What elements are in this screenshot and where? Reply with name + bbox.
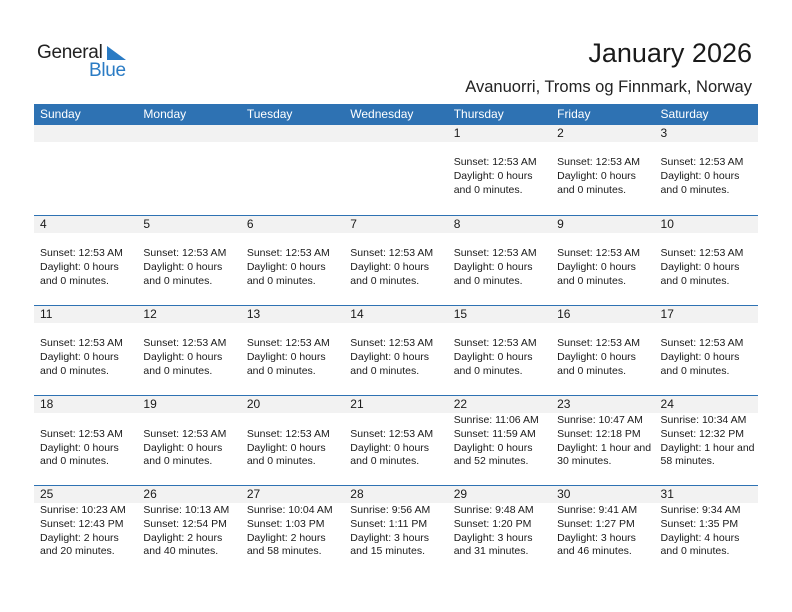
day-info-line: Sunrise: 9:48 AM bbox=[453, 504, 534, 516]
day-info-line: Sunrise: 10:23 AM bbox=[40, 504, 126, 516]
day-info-line bbox=[661, 288, 758, 302]
day-info-line: Daylight: 0 hours bbox=[350, 260, 430, 273]
day-info-line: and 0 minutes. bbox=[660, 364, 730, 377]
day-info-line: Daylight: 0 hours bbox=[660, 169, 740, 182]
day-info-line: 30 minutes. bbox=[557, 455, 612, 468]
day-cell bbox=[344, 503, 447, 559]
day-details-row bbox=[34, 503, 758, 559]
day-cell bbox=[448, 142, 551, 211]
calendar-weeks bbox=[34, 125, 758, 575]
day-info-line: and 0 minutes. bbox=[453, 183, 523, 196]
day-info-line bbox=[143, 414, 240, 428]
day-info-line bbox=[557, 288, 654, 302]
calendar-week-row bbox=[34, 395, 758, 485]
day-cell bbox=[241, 142, 344, 211]
day-info-line: and 0 minutes. bbox=[660, 183, 730, 196]
day-info-line: Sunset: 12:53 AM bbox=[453, 247, 537, 259]
day-info-line: Daylight: 0 hours bbox=[557, 169, 636, 182]
day-number: 7 bbox=[350, 217, 357, 231]
day-info-line: Daylight: 0 hours bbox=[246, 350, 326, 363]
day-number bbox=[344, 125, 447, 142]
day-info-line: Daylight: 0 hours bbox=[143, 441, 223, 454]
day-info-line: Sunset: 12:53 AM bbox=[660, 156, 744, 168]
day-info-line: and 0 minutes. bbox=[453, 364, 523, 377]
day-info-line: and 0 minutes. bbox=[350, 274, 420, 287]
day-info-line: Sunset: 12:53 AM bbox=[246, 427, 330, 440]
day-info-line bbox=[350, 156, 447, 170]
day-number: 6 bbox=[246, 217, 254, 231]
day-info-line: Sunset: 1:35 PM bbox=[660, 517, 739, 530]
day-info-line: and 31 minutes. bbox=[453, 545, 529, 558]
day-info-line: Sunset: 12:53 AM bbox=[350, 337, 434, 349]
day-info-line bbox=[350, 288, 447, 302]
day-info-line: Sunrise: 9:34 AM bbox=[660, 504, 741, 516]
day-cell bbox=[137, 142, 240, 211]
day-info-line: and 20 minutes. bbox=[40, 545, 115, 558]
day-cell bbox=[655, 142, 758, 211]
day-number: 14 bbox=[350, 307, 364, 321]
day-info-line: Daylight: 0 hours bbox=[557, 350, 636, 363]
day-info-line: Daylight: 0 hours bbox=[453, 350, 533, 363]
day-info-line: Daylight: 2 hours bbox=[143, 531, 223, 544]
day-info-line: Sunset: 12:53 AM bbox=[453, 156, 537, 168]
day-info-line: Sunrise: 9:41 AM bbox=[557, 504, 638, 516]
day-info-line: Sunrise: 10:34 AM bbox=[660, 414, 747, 426]
day-details-row bbox=[34, 413, 758, 469]
date-strip bbox=[34, 396, 758, 413]
day-info-line bbox=[247, 288, 344, 302]
day-info-line: Sunset: 1:11 PM bbox=[350, 517, 428, 530]
day-number: 22 bbox=[453, 397, 468, 411]
day-info-line: Daylight: 0 hours bbox=[40, 260, 119, 273]
day-number: 28 bbox=[350, 487, 364, 501]
day-info-line: Sunset: 12:53 AM bbox=[453, 337, 537, 349]
day-number: 30 bbox=[557, 487, 571, 501]
day-number: 2 bbox=[557, 126, 564, 140]
day-cell bbox=[241, 413, 344, 469]
day-info-line: and 40 minutes. bbox=[143, 545, 219, 558]
day-info-line: Daylight: 1 hour and bbox=[557, 441, 652, 454]
day-number: 10 bbox=[660, 217, 674, 231]
day-info-line bbox=[247, 170, 344, 184]
day-cell bbox=[34, 413, 137, 469]
day-number: 9 bbox=[557, 217, 564, 231]
day-number: 16 bbox=[557, 307, 571, 321]
day-info-line bbox=[247, 156, 344, 170]
day-info-line: and 0 minutes. bbox=[40, 274, 109, 287]
day-number: 15 bbox=[453, 307, 468, 321]
weekday-saturday: Saturday bbox=[660, 107, 709, 121]
day-cell bbox=[448, 233, 551, 302]
day-info-line bbox=[350, 378, 447, 392]
day-info-line: Sunset: 12:53 AM bbox=[40, 247, 123, 259]
day-info-line: and 0 minutes. bbox=[246, 455, 316, 468]
day-cell bbox=[344, 142, 447, 211]
day-info-line: Daylight: 0 hours bbox=[143, 350, 223, 363]
day-info-line: Daylight: 3 hours bbox=[557, 531, 636, 544]
day-info-line: Daylight: 0 hours bbox=[143, 260, 223, 273]
brand-general: General bbox=[37, 42, 103, 63]
day-number: 3 bbox=[660, 126, 668, 140]
day-info-line bbox=[143, 197, 240, 211]
day-number: 8 bbox=[453, 217, 461, 231]
day-info-line: Daylight: 0 hours bbox=[40, 441, 119, 454]
day-cell bbox=[137, 323, 240, 392]
day-number: 4 bbox=[40, 217, 47, 231]
day-info-line: Sunset: 12:53 AM bbox=[557, 156, 640, 168]
day-info-line: Daylight: 0 hours bbox=[660, 350, 740, 363]
day-info-line: Sunset: 11:59 AM bbox=[453, 427, 536, 440]
day-cell bbox=[344, 233, 447, 302]
day-info-line: Sunrise: 9:56 AM bbox=[350, 504, 431, 516]
triangle-logo-icon bbox=[107, 46, 126, 60]
day-number: 17 bbox=[660, 307, 674, 321]
calendar-week-row bbox=[34, 485, 758, 575]
day-info-line: Daylight: 0 hours bbox=[246, 441, 326, 454]
day-cell bbox=[137, 233, 240, 302]
day-info-line bbox=[40, 378, 137, 392]
day-info-line: Sunset: 12:32 PM bbox=[660, 427, 744, 440]
day-number bbox=[34, 125, 137, 142]
day-number: 13 bbox=[246, 307, 261, 321]
day-info-line: Sunset: 12:53 AM bbox=[350, 427, 434, 440]
day-info-line: 58 minutes. bbox=[660, 455, 715, 468]
day-info-line: Daylight: 1 hour and bbox=[660, 441, 755, 454]
day-info-line: Sunset: 12:53 AM bbox=[143, 247, 227, 259]
day-info-line: Sunset: 12:53 AM bbox=[40, 337, 123, 349]
day-info-line: Sunrise: 10:47 AM bbox=[557, 414, 643, 426]
day-info-line: Sunset: 12:54 PM bbox=[143, 517, 227, 530]
day-info-line bbox=[143, 378, 240, 392]
day-info-line: and 0 minutes. bbox=[143, 455, 213, 468]
day-info-line: Sunset: 12:53 AM bbox=[557, 337, 640, 349]
day-number: 1 bbox=[453, 126, 461, 140]
day-cell bbox=[344, 323, 447, 392]
day-info-line bbox=[40, 170, 137, 184]
day-info-line bbox=[247, 414, 344, 428]
day-cell bbox=[551, 142, 654, 211]
day-number: 19 bbox=[143, 397, 157, 411]
weekday-wednesday: Wednesday bbox=[350, 107, 414, 121]
weekday-friday: Friday bbox=[557, 107, 591, 121]
day-info-line bbox=[143, 288, 240, 302]
day-cell bbox=[655, 233, 758, 302]
day-info-line: and 0 minutes. bbox=[350, 364, 420, 377]
day-info-line bbox=[557, 378, 654, 392]
day-info-line: Daylight: 0 hours bbox=[453, 260, 533, 273]
day-info-line: Sunset: 12:43 PM bbox=[40, 517, 124, 530]
day-info-line: and 0 minutes. bbox=[246, 364, 316, 377]
day-number: 25 bbox=[40, 487, 54, 501]
day-info-line: and 0 minutes. bbox=[350, 455, 420, 468]
weekday-monday: Monday bbox=[143, 107, 187, 121]
day-number: 31 bbox=[660, 487, 674, 501]
day-number: 21 bbox=[350, 397, 364, 411]
day-info-line: Daylight: 4 hours bbox=[660, 531, 740, 544]
page-title: January 2026 bbox=[588, 38, 752, 68]
calendar-week-row bbox=[34, 215, 758, 305]
weekday-tuesday: Tuesday bbox=[246, 107, 293, 121]
date-strip bbox=[34, 306, 758, 323]
day-info-line: and 0 minutes. bbox=[143, 364, 213, 377]
day-info-line bbox=[454, 378, 551, 392]
day-cell bbox=[34, 323, 137, 392]
day-number: 11 bbox=[40, 307, 53, 321]
day-info-line bbox=[661, 197, 758, 211]
day-number: 20 bbox=[246, 397, 261, 411]
day-info-line: and 0 minutes. bbox=[660, 274, 730, 287]
day-info-line: Daylight: 0 hours bbox=[246, 260, 326, 273]
day-info-line: Sunset: 12:53 AM bbox=[660, 247, 744, 259]
day-info-line bbox=[40, 288, 137, 302]
day-cell bbox=[241, 233, 344, 302]
weekday-header bbox=[34, 104, 758, 125]
day-info-line: Sunrise: 10:13 AM bbox=[143, 504, 230, 516]
day-info-line: Daylight: 0 hours bbox=[350, 350, 430, 363]
day-info-line bbox=[143, 170, 240, 184]
day-number: 18 bbox=[40, 397, 54, 411]
day-cell bbox=[551, 413, 654, 469]
day-number: 12 bbox=[143, 307, 157, 321]
day-info-line: and 0 minutes. bbox=[557, 274, 626, 287]
day-info-line: Daylight: 3 hours bbox=[350, 531, 430, 544]
day-info-line: Daylight: 3 hours bbox=[453, 531, 533, 544]
date-strip bbox=[34, 216, 758, 233]
day-info-line: Sunset: 1:27 PM bbox=[557, 517, 635, 530]
day-info-line: Daylight: 2 hours bbox=[246, 531, 326, 544]
day-number bbox=[241, 125, 344, 142]
day-info-line: Daylight: 0 hours bbox=[557, 260, 636, 273]
day-info-line bbox=[350, 184, 447, 198]
day-info-line bbox=[40, 414, 137, 428]
day-info-line: Sunset: 12:53 AM bbox=[246, 337, 330, 349]
day-info-line bbox=[350, 414, 447, 428]
day-number: 26 bbox=[143, 487, 157, 501]
day-cell bbox=[344, 413, 447, 469]
day-cell bbox=[34, 142, 137, 211]
day-cell bbox=[448, 503, 551, 559]
day-info-line bbox=[247, 378, 344, 392]
day-number: 24 bbox=[660, 397, 674, 411]
day-cell bbox=[241, 323, 344, 392]
day-info-line bbox=[40, 197, 137, 211]
calendar bbox=[34, 104, 758, 575]
day-info-line: Sunrise: 11:06 AM bbox=[453, 414, 539, 426]
weekday-sunday: Sunday bbox=[40, 107, 81, 121]
day-info-line: and 58 minutes. bbox=[246, 545, 322, 558]
day-details-row bbox=[34, 142, 758, 211]
day-info-line: and 0 minutes. bbox=[453, 274, 523, 287]
day-details-row bbox=[34, 233, 758, 302]
day-number: 23 bbox=[557, 397, 571, 411]
day-number bbox=[137, 125, 240, 142]
brand-blue: Blue bbox=[89, 60, 126, 81]
day-info-line: Sunset: 12:53 AM bbox=[350, 247, 434, 259]
day-info-line: Daylight: 0 hours bbox=[40, 350, 119, 363]
day-info-line: Sunrise: 10:04 AM bbox=[246, 504, 333, 516]
day-info-line bbox=[247, 197, 344, 211]
day-info-line: Sunset: 12:53 AM bbox=[557, 247, 640, 259]
calendar-week-row bbox=[34, 305, 758, 395]
brand-logo bbox=[37, 42, 137, 82]
day-cell bbox=[34, 233, 137, 302]
day-info-line bbox=[247, 184, 344, 198]
calendar-week-row bbox=[34, 125, 758, 215]
day-info-line: and 0 minutes. bbox=[557, 183, 626, 196]
day-info-line bbox=[661, 378, 758, 392]
day-info-line: Sunset: 12:53 AM bbox=[40, 427, 123, 440]
day-cell bbox=[448, 413, 551, 469]
day-info-line: Sunset: 1:20 PM bbox=[453, 517, 532, 530]
day-info-line bbox=[40, 184, 137, 198]
day-cell bbox=[655, 503, 758, 559]
day-info-line: Sunset: 12:18 PM bbox=[557, 427, 641, 440]
day-cell bbox=[448, 323, 551, 392]
day-cell bbox=[34, 503, 137, 559]
date-strip bbox=[34, 486, 758, 503]
day-number: 27 bbox=[246, 487, 261, 501]
day-details-row bbox=[34, 323, 758, 392]
day-info-line: Daylight: 0 hours bbox=[453, 169, 533, 182]
day-info-line bbox=[350, 197, 447, 211]
day-info-line bbox=[454, 197, 551, 211]
day-cell bbox=[137, 413, 240, 469]
day-cell bbox=[551, 503, 654, 559]
day-info-line bbox=[557, 197, 654, 211]
date-strip bbox=[34, 125, 758, 142]
weekday-thursday: Thursday bbox=[453, 107, 504, 121]
day-cell bbox=[241, 503, 344, 559]
day-info-line: Daylight: 0 hours bbox=[453, 441, 533, 454]
day-number: 5 bbox=[143, 217, 151, 231]
day-info-line: Daylight: 0 hours bbox=[660, 260, 740, 273]
day-info-line: Daylight: 2 hours bbox=[40, 531, 119, 544]
day-info-line: and 0 minutes. bbox=[660, 545, 730, 558]
day-info-line: Sunset: 12:53 AM bbox=[246, 247, 330, 259]
day-info-line bbox=[143, 184, 240, 198]
day-info-line bbox=[143, 156, 240, 170]
day-info-line: and 0 minutes. bbox=[557, 364, 626, 377]
day-info-line bbox=[454, 288, 551, 302]
day-cell bbox=[655, 323, 758, 392]
day-info-line: Sunset: 12:53 AM bbox=[143, 337, 227, 349]
day-info-line: and 0 minutes. bbox=[40, 364, 109, 377]
day-info-line: Sunset: 12:53 AM bbox=[143, 427, 227, 440]
day-cell bbox=[551, 323, 654, 392]
day-info-line: Sunset: 12:53 AM bbox=[660, 337, 744, 349]
day-cell bbox=[551, 233, 654, 302]
day-info-line: and 15 minutes. bbox=[350, 545, 425, 558]
day-info-line bbox=[40, 156, 137, 170]
day-info-line: and 46 minutes. bbox=[557, 545, 632, 558]
day-info-line: Sunset: 1:03 PM bbox=[246, 517, 325, 530]
day-info-line: and 0 minutes. bbox=[40, 455, 109, 468]
day-info-line bbox=[350, 170, 447, 184]
location-subtitle: Avanuorri, Troms og Finnmark, Norway bbox=[465, 78, 752, 96]
day-cell bbox=[137, 503, 240, 559]
day-info-line: and 0 minutes. bbox=[246, 274, 316, 287]
day-number: 29 bbox=[453, 487, 468, 501]
day-info-line: and 52 minutes. bbox=[453, 455, 529, 468]
day-info-line: Daylight: 0 hours bbox=[350, 441, 430, 454]
day-info-line: and 0 minutes. bbox=[143, 274, 213, 287]
day-cell bbox=[655, 413, 758, 469]
